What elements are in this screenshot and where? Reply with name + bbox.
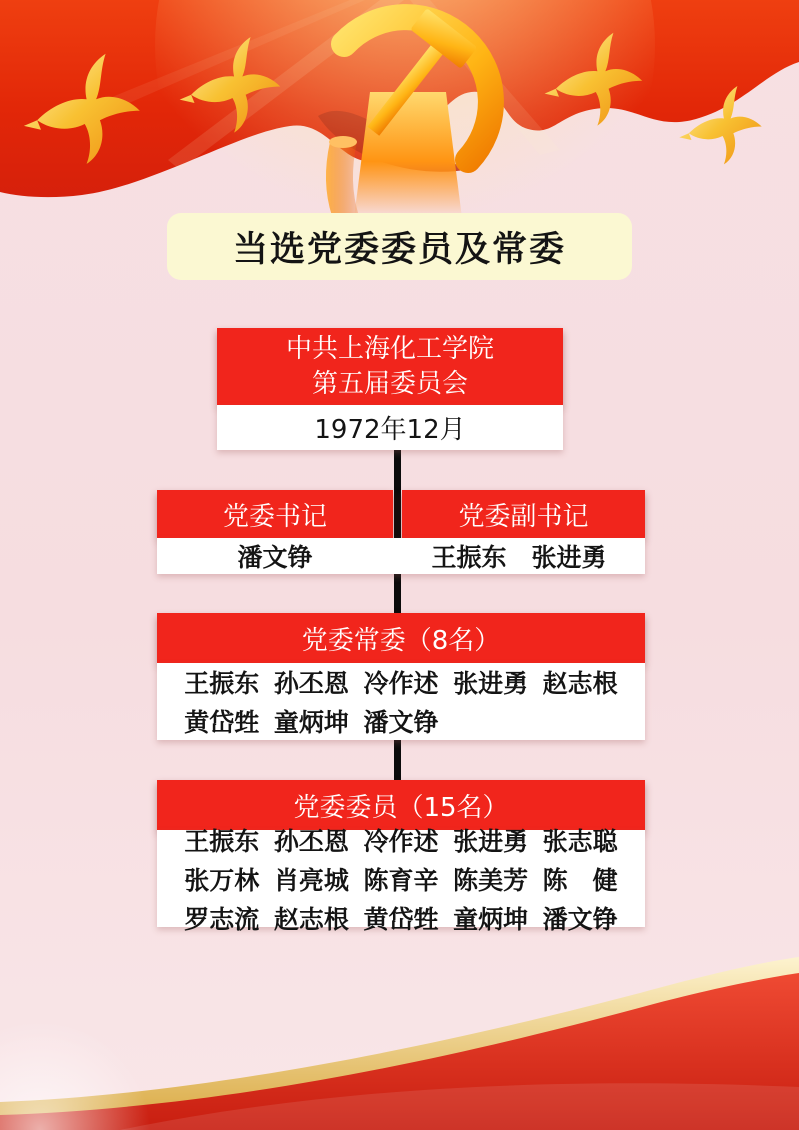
member-name: 童炳坤: [453, 904, 529, 934]
member-name: 罗志流: [184, 904, 260, 934]
member-name: 黄岱甡: [363, 904, 439, 934]
page-title: 当选党委委员及常委: [232, 229, 566, 270]
secretary-names-strip: [157, 538, 645, 574]
member-name: 王振东: [184, 826, 260, 856]
member-name: 冷作述: [363, 826, 439, 856]
secretary-name: 潘文铮: [237, 543, 313, 572]
deputy-secretary-names: 王振东 张进勇: [431, 543, 607, 572]
red-flag-banner: [0, 0, 799, 218]
member-name: 孙丕恩: [273, 826, 349, 856]
gold-ribbon-wave: [0, 925, 799, 1130]
member-name: 肖亮城: [273, 865, 349, 895]
connector-line: [394, 740, 401, 781]
member-name: 赵志根: [273, 904, 349, 934]
connector-line: [394, 573, 401, 614]
member-name: 王振东: [184, 669, 260, 698]
member-name: 陈育辛: [363, 865, 439, 895]
member-name: 张志聪: [542, 826, 618, 856]
member-name: 黄岱甡: [184, 708, 260, 737]
standing-committee-title-box: 党委常委（8名）: [157, 613, 645, 663]
member-name: 冷作述: [363, 669, 439, 698]
member-name: 张万林: [184, 865, 260, 895]
deputy-secretary-title-box: 党委副书记: [402, 490, 645, 538]
member-name: 陈美芳: [453, 865, 529, 895]
member-name: 张进勇: [453, 669, 529, 698]
secretary-title-box: 党委书记: [157, 490, 393, 538]
committee-members-title-box: 党委委员（15名）: [157, 780, 645, 830]
member-name: 张进勇: [453, 826, 529, 856]
committee-name-box: [217, 328, 563, 405]
title-banner: [167, 213, 632, 280]
committee-members-names: [157, 826, 645, 934]
connector-line: [394, 448, 401, 538]
committee-date-box: 1972年12月: [217, 405, 563, 450]
member-name: 童炳坤: [273, 708, 349, 737]
committee-name-line1: 中共上海化工学院: [285, 333, 494, 364]
standing-committee-names: [157, 663, 645, 740]
member-name: 潘文铮: [542, 904, 618, 934]
member-name: 陈 健: [542, 865, 618, 895]
member-name: 孙丕恩: [273, 669, 349, 698]
member-name: 潘文铮: [363, 708, 439, 737]
committee-name-line2: 第五届委员会: [311, 368, 468, 399]
member-name: 赵志根: [542, 669, 618, 698]
